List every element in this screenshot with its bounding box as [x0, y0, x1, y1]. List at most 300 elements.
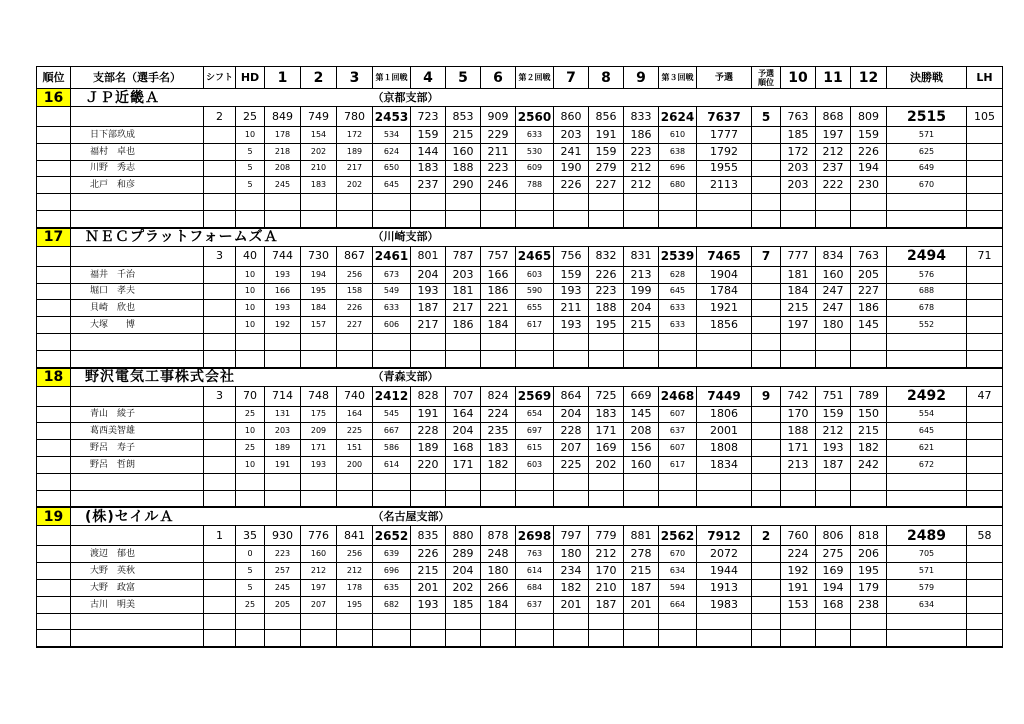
blank-cell — [481, 630, 516, 647]
player-final: 621 — [887, 440, 967, 457]
player-g1: 178 — [265, 127, 301, 144]
player-g5: 164 — [446, 406, 481, 423]
player-g2: 202 — [301, 143, 337, 160]
player-r3: 594 — [659, 579, 697, 596]
blank-cell — [373, 210, 411, 227]
blank-cell — [373, 473, 411, 490]
total-r2: 2560 — [516, 107, 554, 127]
player-g11: 187 — [816, 456, 851, 473]
total-r2: 2465 — [516, 246, 554, 266]
player-prelim: 1955 — [697, 160, 752, 177]
player-prelim: 1856 — [697, 317, 752, 334]
player-r3: 664 — [659, 596, 697, 613]
empty-row — [37, 490, 1003, 507]
blank-cell — [446, 490, 481, 507]
player-r2: 609 — [516, 160, 554, 177]
blank-cell — [967, 613, 1003, 630]
player-g12: 206 — [851, 546, 887, 563]
blank-cell — [624, 613, 659, 630]
player-g5: 168 — [446, 440, 481, 457]
blank-cell — [816, 350, 851, 367]
results-table — [36, 66, 1003, 648]
player-g8: 223 — [589, 283, 624, 300]
blank-cell — [37, 246, 71, 266]
player-g9: 145 — [624, 406, 659, 423]
blank-cell — [37, 473, 71, 490]
blank-cell — [265, 210, 301, 227]
player-g3: 158 — [337, 283, 373, 300]
blank-cell — [481, 210, 516, 227]
total-prelim: 7912 — [697, 526, 752, 546]
blank-cell — [204, 630, 236, 647]
blank-cell — [781, 490, 816, 507]
total-g4: 835 — [411, 526, 446, 546]
player-g4: 226 — [411, 546, 446, 563]
blank-cell — [967, 546, 1003, 563]
player-row — [37, 177, 1003, 194]
blank-cell — [236, 490, 265, 507]
player-hd: 10 — [236, 317, 265, 334]
blank-cell — [204, 579, 236, 596]
total-g7: 864 — [554, 386, 589, 406]
total-g11: 751 — [816, 386, 851, 406]
blank-cell — [204, 127, 236, 144]
player-g5: 204 — [446, 423, 481, 440]
player-r1: 534 — [373, 127, 411, 144]
total-g1: 744 — [265, 246, 301, 266]
blank-cell — [781, 630, 816, 647]
player-g10: 192 — [781, 563, 816, 580]
total-g9: 833 — [624, 107, 659, 127]
total-g11: 806 — [816, 526, 851, 546]
blank-cell — [204, 563, 236, 580]
blank-cell — [204, 406, 236, 423]
header-round-3: 第３回戦 — [659, 67, 697, 89]
player-hd: 10 — [236, 127, 265, 144]
total-r2: 2698 — [516, 526, 554, 546]
blank-cell — [204, 546, 236, 563]
player-g9: 212 — [624, 160, 659, 177]
blank-cell — [967, 563, 1003, 580]
player-row — [37, 406, 1003, 423]
total-g2: 730 — [301, 246, 337, 266]
player-hd: 25 — [236, 440, 265, 457]
blank-cell — [37, 317, 71, 334]
player-g11: 180 — [816, 317, 851, 334]
total-g2: 749 — [301, 107, 337, 127]
total-g4: 801 — [411, 246, 446, 266]
blank-cell — [37, 386, 71, 406]
player-prelim: 2072 — [697, 546, 752, 563]
player-r3: 645 — [659, 283, 697, 300]
player-final: 705 — [887, 546, 967, 563]
player-r1: 606 — [373, 317, 411, 334]
player-g5: 215 — [446, 127, 481, 144]
player-g10: 181 — [781, 266, 816, 283]
blank-cell — [887, 210, 967, 227]
total-r3: 2468 — [659, 386, 697, 406]
player-r3: 634 — [659, 563, 697, 580]
total-g11: 868 — [816, 107, 851, 127]
team-row — [37, 368, 1003, 387]
player-name: 日下部玖成 — [71, 127, 204, 144]
player-row — [37, 127, 1003, 144]
player-g6: 182 — [481, 456, 516, 473]
player-g4: 201 — [411, 579, 446, 596]
player-g11: 237 — [816, 160, 851, 177]
player-g4: 204 — [411, 266, 446, 283]
blank-cell — [481, 350, 516, 367]
player-g2: 157 — [301, 317, 337, 334]
blank-cell — [37, 613, 71, 630]
player-g7: 190 — [554, 160, 589, 177]
player-r2: 617 — [516, 317, 554, 334]
team-total-row — [37, 526, 1003, 546]
blank-cell — [411, 490, 446, 507]
blank-cell — [697, 210, 752, 227]
player-g11: 169 — [816, 563, 851, 580]
player-row — [37, 579, 1003, 596]
player-row — [37, 283, 1003, 300]
player-r3: 607 — [659, 406, 697, 423]
total-g2: 776 — [301, 526, 337, 546]
player-r2: 655 — [516, 300, 554, 317]
player-r3: 670 — [659, 546, 697, 563]
blank-cell — [411, 613, 446, 630]
blank-cell — [373, 490, 411, 507]
player-g11: 212 — [816, 423, 851, 440]
total-g9: 669 — [624, 386, 659, 406]
player-g3: 164 — [337, 406, 373, 423]
total-final: 2492 — [887, 386, 967, 406]
player-row — [37, 300, 1003, 317]
header-game-1: 1 — [265, 67, 301, 89]
blank-cell — [967, 423, 1003, 440]
player-r3: 628 — [659, 266, 697, 283]
player-g12: 230 — [851, 177, 887, 194]
blank-cell — [752, 143, 781, 160]
blank-cell — [236, 613, 265, 630]
blank-cell — [373, 194, 411, 211]
player-g7: 234 — [554, 563, 589, 580]
player-prelim: 2113 — [697, 177, 752, 194]
player-g1: 203 — [265, 423, 301, 440]
blank-cell — [816, 210, 851, 227]
blank-cell — [752, 283, 781, 300]
blank-cell — [851, 613, 887, 630]
blank-cell — [752, 546, 781, 563]
player-name: 野呂 寿子 — [71, 440, 204, 457]
player-g3: 202 — [337, 177, 373, 194]
player-r2: 684 — [516, 579, 554, 596]
blank-cell — [851, 194, 887, 211]
player-r3: 633 — [659, 300, 697, 317]
player-g9: 215 — [624, 317, 659, 334]
blank-cell — [204, 333, 236, 350]
player-g6: 180 — [481, 563, 516, 580]
player-g10: 197 — [781, 317, 816, 334]
player-r1: 545 — [373, 406, 411, 423]
blank-cell — [887, 333, 967, 350]
blank-cell — [37, 350, 71, 367]
player-g9: 278 — [624, 546, 659, 563]
blank-cell — [204, 317, 236, 334]
blank-cell — [967, 300, 1003, 317]
total-hd: 35 — [236, 526, 265, 546]
player-g2: 183 — [301, 177, 337, 194]
player-g1: 189 — [265, 440, 301, 457]
header-game-7: 7 — [554, 67, 589, 89]
player-g6: 248 — [481, 546, 516, 563]
header-rank: 順位 — [37, 67, 71, 89]
blank-cell — [752, 300, 781, 317]
player-g5: 160 — [446, 143, 481, 160]
blank-cell — [204, 143, 236, 160]
blank-cell — [265, 333, 301, 350]
blank-cell — [337, 194, 373, 211]
blank-cell — [887, 350, 967, 367]
total-hd: 70 — [236, 386, 265, 406]
blank-cell — [752, 194, 781, 211]
player-g6: 184 — [481, 317, 516, 334]
player-row — [37, 143, 1003, 160]
player-g1: 208 — [265, 160, 301, 177]
player-row — [37, 266, 1003, 283]
blank-cell — [851, 350, 887, 367]
player-g2: 193 — [301, 456, 337, 473]
player-g2: 197 — [301, 579, 337, 596]
blank-cell — [589, 490, 624, 507]
blank-cell — [446, 194, 481, 211]
player-final: 649 — [887, 160, 967, 177]
blank-cell — [37, 526, 71, 546]
player-g12: 195 — [851, 563, 887, 580]
blank-cell — [752, 177, 781, 194]
blank-cell — [589, 613, 624, 630]
player-g10: 153 — [781, 596, 816, 613]
blank-cell — [752, 210, 781, 227]
player-hd: 10 — [236, 283, 265, 300]
blank-cell — [204, 283, 236, 300]
blank-cell — [481, 490, 516, 507]
player-final: 576 — [887, 266, 967, 283]
player-r2: 788 — [516, 177, 554, 194]
team-row — [37, 89, 1003, 107]
player-g3: 217 — [337, 160, 373, 177]
player-hd: 0 — [236, 546, 265, 563]
player-g1: 205 — [265, 596, 301, 613]
total-shift: 3 — [204, 246, 236, 266]
player-name: 福村 卓也 — [71, 143, 204, 160]
blank-cell — [516, 210, 554, 227]
blank-cell — [752, 613, 781, 630]
blank-cell — [37, 160, 71, 177]
total-g10: 760 — [781, 526, 816, 546]
total-g8: 779 — [589, 526, 624, 546]
player-g7: 207 — [554, 440, 589, 457]
player-hd: 5 — [236, 579, 265, 596]
player-g5: 289 — [446, 546, 481, 563]
player-g4: 193 — [411, 596, 446, 613]
blank-cell — [373, 333, 411, 350]
player-g1: 245 — [265, 177, 301, 194]
team-total-row — [37, 246, 1003, 266]
blank-cell — [887, 473, 967, 490]
player-r3: 680 — [659, 177, 697, 194]
player-final: 625 — [887, 143, 967, 160]
header-hd: HD — [236, 67, 265, 89]
blank-cell — [752, 127, 781, 144]
blank-cell — [887, 490, 967, 507]
total-r3: 2539 — [659, 246, 697, 266]
blank-cell — [659, 490, 697, 507]
total-g6: 824 — [481, 386, 516, 406]
header-game-4: 4 — [411, 67, 446, 89]
blank-cell — [446, 210, 481, 227]
blank-cell — [204, 266, 236, 283]
player-g5: 203 — [446, 266, 481, 283]
player-r1: 614 — [373, 456, 411, 473]
player-g9: 201 — [624, 596, 659, 613]
header-game-5: 5 — [446, 67, 481, 89]
player-g4: 187 — [411, 300, 446, 317]
player-g3: 256 — [337, 266, 373, 283]
player-r1: 635 — [373, 579, 411, 596]
total-g10: 777 — [781, 246, 816, 266]
player-g11: 197 — [816, 127, 851, 144]
total-g7: 756 — [554, 246, 589, 266]
blank-cell — [236, 630, 265, 647]
blank-cell — [37, 194, 71, 211]
empty-row — [37, 473, 1003, 490]
total-r1: 2652 — [373, 526, 411, 546]
player-r1: 624 — [373, 143, 411, 160]
player-prelim: 1921 — [697, 300, 752, 317]
blank-cell — [204, 596, 236, 613]
blank-cell — [301, 473, 337, 490]
blank-cell — [752, 317, 781, 334]
player-hd: 25 — [236, 596, 265, 613]
total-g9: 881 — [624, 526, 659, 546]
blank-cell — [37, 300, 71, 317]
blank-cell — [337, 473, 373, 490]
total-r1: 2461 — [373, 246, 411, 266]
player-g10: 191 — [781, 579, 816, 596]
player-g8: 202 — [589, 456, 624, 473]
player-g8: 279 — [589, 160, 624, 177]
header-game-9: 9 — [624, 67, 659, 89]
blank-cell — [752, 160, 781, 177]
player-r2: 603 — [516, 266, 554, 283]
total-g5: 707 — [446, 386, 481, 406]
blank-cell — [411, 350, 446, 367]
blank-cell — [851, 630, 887, 647]
player-g3: 226 — [337, 300, 373, 317]
header-game-2: 2 — [301, 67, 337, 89]
player-r3: 633 — [659, 317, 697, 334]
player-r2: 633 — [516, 127, 554, 144]
blank-cell — [887, 630, 967, 647]
player-g2: 210 — [301, 160, 337, 177]
player-g5: 186 — [446, 317, 481, 334]
player-g3: 178 — [337, 579, 373, 596]
player-g1: 193 — [265, 300, 301, 317]
player-g5: 202 — [446, 579, 481, 596]
blank-cell — [697, 350, 752, 367]
blank-cell — [967, 194, 1003, 211]
player-row — [37, 456, 1003, 473]
player-r2: 615 — [516, 440, 554, 457]
player-r1: 650 — [373, 160, 411, 177]
blank-cell — [624, 350, 659, 367]
player-prelim: 1777 — [697, 127, 752, 144]
player-g4: 215 — [411, 563, 446, 580]
blank-cell — [589, 630, 624, 647]
player-prelim: 2001 — [697, 423, 752, 440]
total-g8: 832 — [589, 246, 624, 266]
blank-cell — [71, 613, 204, 630]
blank-cell — [71, 630, 204, 647]
team-rank: 17 — [37, 228, 71, 247]
blank-cell — [71, 386, 204, 406]
blank-cell — [967, 333, 1003, 350]
player-row — [37, 317, 1003, 334]
total-final: 2494 — [887, 246, 967, 266]
total-g3: 740 — [337, 386, 373, 406]
team-rank: 16 — [37, 89, 71, 107]
blank-cell — [589, 350, 624, 367]
blank-cell — [967, 440, 1003, 457]
empty-row — [37, 194, 1003, 211]
player-g11: 222 — [816, 177, 851, 194]
player-g9: 204 — [624, 300, 659, 317]
blank-cell — [204, 440, 236, 457]
total-g12: 763 — [851, 246, 887, 266]
blank-cell — [697, 194, 752, 211]
blank-cell — [554, 613, 589, 630]
player-r2: 603 — [516, 456, 554, 473]
player-r1: 696 — [373, 563, 411, 580]
player-g5: 290 — [446, 177, 481, 194]
blank-cell — [624, 210, 659, 227]
player-g12: 238 — [851, 596, 887, 613]
player-hd: 10 — [236, 266, 265, 283]
player-g6: 211 — [481, 143, 516, 160]
total-prelim-rank: 5 — [752, 107, 781, 127]
blank-cell — [851, 210, 887, 227]
empty-row — [37, 333, 1003, 350]
blank-cell — [659, 350, 697, 367]
total-lh: 71 — [967, 246, 1003, 266]
player-r1: 549 — [373, 283, 411, 300]
blank-cell — [967, 579, 1003, 596]
blank-cell — [265, 194, 301, 211]
blank-cell — [373, 350, 411, 367]
blank-cell — [411, 473, 446, 490]
player-r3: 638 — [659, 143, 697, 160]
blank-cell — [481, 333, 516, 350]
blank-cell — [967, 406, 1003, 423]
blank-cell — [37, 127, 71, 144]
player-g2: 171 — [301, 440, 337, 457]
player-final: 554 — [887, 406, 967, 423]
player-g7: 193 — [554, 283, 589, 300]
blank-cell — [301, 210, 337, 227]
player-g11: 275 — [816, 546, 851, 563]
blank-cell — [37, 440, 71, 457]
blank-cell — [71, 526, 204, 546]
blank-cell — [697, 333, 752, 350]
